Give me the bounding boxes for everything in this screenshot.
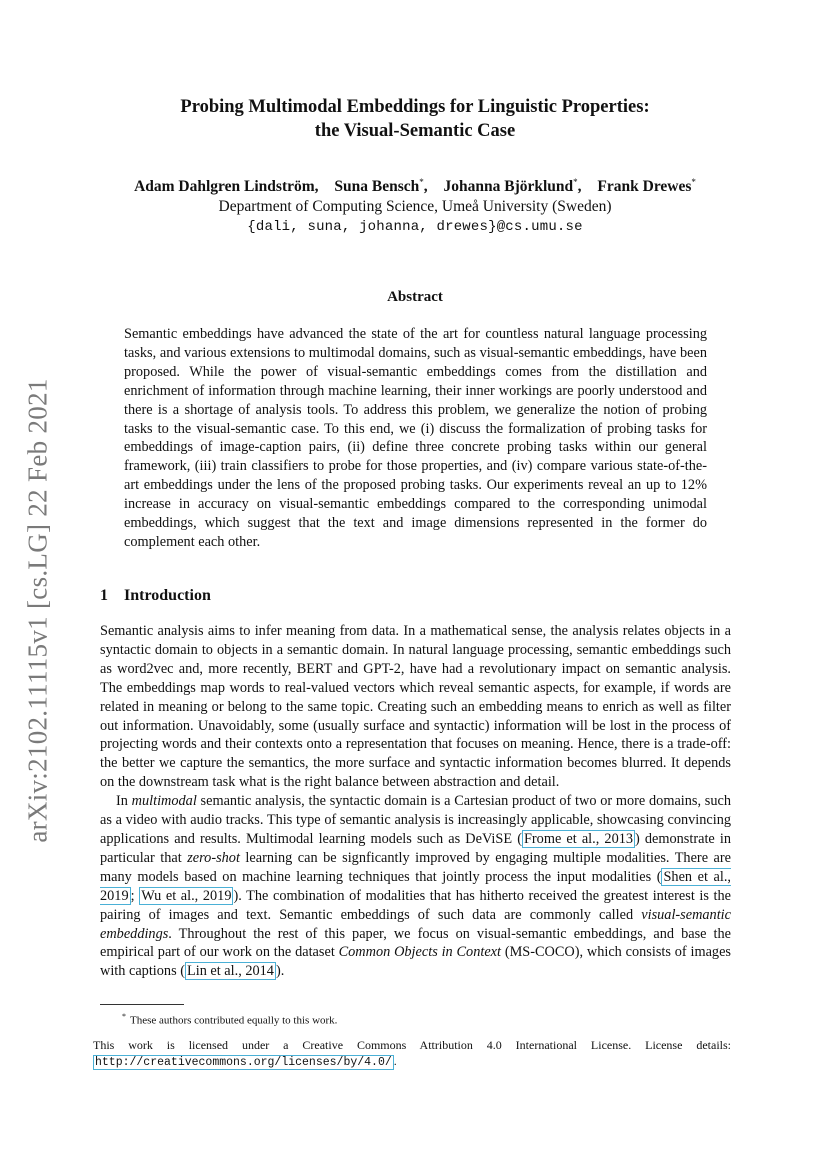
author-list [100,172,730,197]
citation-link[interactable]: Lin et al., 2014 [186,963,274,980]
intro-paragraph-1: Semantic analysis aims to infer meaning from data. In a mathematical sense, the analysis relates objects in a syntactic domain to objects in a semantic domain. In natural language processing, semantic embeddings such as word2vec and, more recently, BERT and GPT-2, have had a revolutionary impact on semantic analysis. The embeddings map words to real-valued vectors which reveal semantic aspects, for example, if words are related in meaning or belong to the same topic. Creating such an embedding means to enrich as well as filter out information. Unavoidably, some (usually surface and syntactic) information will be lost in the process of projecting words and their contexts onto a representation that focuses on meaning. Hence, there is a trade-off: the better we capture the semantics, the more surface and syntactic information becomes blurred. It depends on the downstream task what is the right balance between abstraction and detail. [100,623,731,791]
intro-paragraph-2: In multimodal semantic analysis, the syntactic domain is a Cartesian product of two or more domains, such as a video with audio tracks. This type of semantic analysis is increasingly applicable, showcasing convincing applications and results. Multimodal learning models such as DeViSE ( Frome et al., 2013 ) demonstrate in particular that zero-shot learning can be signficantly improved by engaging multiple modalities. There are many models based on machine learning techniques that jointly process the input modalities ( Shen et al., 2019 ; Wu et al., 2019 ). The combination of modalities that has hitherto received the greatest interest is the pairing of images and text. Semantic embeddings of such data are commonly called visual-semantic embeddings. Throughout the rest of this paper, we focus on visual-semantic embeddings, and base the empirical part of our work on the dataset Common Objects in Context (MS-COCO), which consists of images with captions ( Lin et al., 2014 ). [100,793,732,980]
author-1: Adam Dahlgren Lindström, [134,178,319,196]
abstract-heading: Abstract [387,289,443,305]
citation-link[interactable]: Frome et al., 2013 [523,830,634,847]
equal-contribution-mark: * [419,177,424,187]
affiliation: Department of Computing Science, Umeå University (Sweden) [218,198,612,216]
arxiv-stamp-text: arXiv:2102.11115v1 [cs.LG] 22 Feb 2021 [22,377,53,843]
citation-link[interactable]: Shen et al., 2019 [100,868,731,904]
section-heading [100,587,211,605]
section-title: Introduction [124,587,211,604]
author-block [100,172,730,237]
abstract-text: Semantic embeddings have advanced the state of the art for countless natural language processing tasks, and various extensions to multimodal domains, such as visual-semantic embeddings, have been proposed. While the power of visual-semantic embeddings comes from the distillation and enrichment of information through machine learning, their inner workings are poorly understood and there is a shortage of analysis tools. To address this problem, we generalize the notion of probing tasks to the visual-semantic case. To this end, we (i) discuss the formalization of probing tasks for embeddings of image-caption pairs, (ii) define three concrete probing tasks within our general framework, (iii) train classifiers to probe for those properties, and (iv) compare various state-of-the-art embeddings under the lens of the proposed probing tasks. Our experiments reveal an up to 12% increase in accuracy on visual-semantic embeddings compared to the corresponding unimodal embeddings, which suggest that the text and image dimensions represented in the former do complement each other. [124,326,707,550]
footnote-text: These authors contributed equally to this work. [130,1014,338,1027]
footnote-mark: * [122,1012,126,1021]
arxiv-side-stamp [16,360,60,860]
license-text: This work is licensed under a Creative Commons Attribution 4.0 International License. License details: [93,1038,731,1052]
author-4: Frank Drewes* [597,177,696,196]
title-line-1: Probing Multimodal Embeddings for Linguistic Properties: [180,97,650,117]
section-number: 1 [100,587,108,604]
footnote [122,1010,337,1028]
introduction-body [100,622,731,981]
author-3: Johanna Björklund*, [443,177,582,196]
citation-link[interactable]: Wu et al., 2019 [141,887,232,904]
paper-title [100,95,730,143]
title-line-2: the Visual-Semantic Case [314,121,516,141]
equal-contribution-mark: * [691,177,696,187]
author-emails: {dali, suna, johanna, drewes}@cs.umu.se [247,219,583,236]
equal-contribution-mark: * [573,177,578,187]
footnote-divider [100,1004,184,1005]
author-2: Suna Bensch*, [334,177,428,196]
license-note: This work is licensed under a Creative Commons Attribution 4.0 International License. License details: http://creativecommons.org/licenses/by/4.0/ . [93,1038,731,1069]
license-url-link[interactable]: http://creativecommons.org/licenses/by/4.0/ [95,1056,392,1069]
